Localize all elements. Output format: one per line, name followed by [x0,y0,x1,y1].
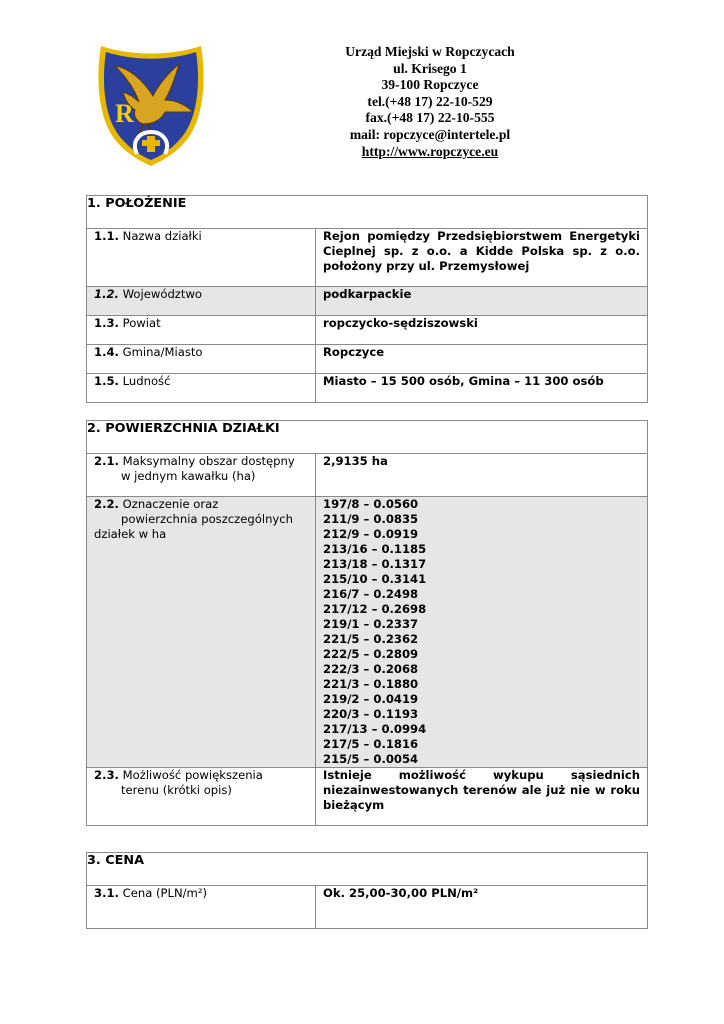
parcel-item: 217/12 – 0.2698 [323,602,427,616]
street-address: ul. Krisego 1 [393,60,467,76]
parcel-item: 217/5 – 0.1816 [323,737,419,751]
row-label-cont: powierzchnia poszczególnych [121,512,293,526]
section-price-table [86,852,648,929]
parcel-item: 213/18 – 0.1317 [323,557,427,571]
fax: fax.(+48 17) 22-10-555 [365,110,495,126]
row-value: podkarpackie [316,287,648,316]
table-row: 2.1. Maksymalny obszar dostępny w jednym kawałku (ha) 2,9135 ha [87,454,648,497]
table-row: 1.5. Ludność Miasto – 15 500 osób, Gmina – 11 300 osób [87,374,648,403]
row-label-cont: terenu (krótki opis) [121,783,232,797]
row-label: Województwo [122,287,203,301]
table-row: 2.3. Możliwość powiększenia terenu (krótki opis) Istnieje możliwość wykupu sąsiednich niezainwestowanych terenów ale już nie w roku bieżącym [87,768,648,826]
table-row: 1.3. Powiat ropczycko-sędziszowski [87,316,648,345]
row-label: Możliwość powiększenia [122,768,263,782]
section-title: 3. CENA [87,853,648,886]
parcel-item: 215/5 – 0.0054 [323,752,419,766]
parcel-item: 219/2 – 0.0419 [323,692,419,706]
parcel-item: 211/9 – 0.0835 [323,512,419,526]
email: mail: ropczyce@intertele.pl [349,126,511,142]
row-label: Oznaczenie oraz [122,497,219,511]
row-label-cont: w jednym kawałku (ha) [121,469,256,483]
row-value: Istnieje możliwość wykupu sąsiednich niezainwestowanych terenów ale już nie w roku bieżącym [316,768,648,826]
town-crest-logo [95,42,207,168]
parcel-item: 217/13 – 0.0994 [323,722,427,736]
row-label: Cena (PLN/m²) [122,886,208,900]
section-location-table [86,195,648,403]
section-area-table [86,420,648,826]
postal-city: 39-100 Ropczyce [381,77,479,93]
parcel-list [316,497,648,768]
parcel-item: 212/9 – 0.0919 [323,527,419,541]
parcel-item: 216/7 – 0.2498 [323,587,419,601]
row-value: Ok. 25,00-30,00 PLN/m² [316,886,648,929]
row-value: Ropczyce [316,345,648,374]
row-label: Maksymalny obszar dostępny [122,454,295,468]
table-row: 1.1. Nazwa działki Rejon pomiędzy Przedsiębiorstwem Energetyki Cieplnej sp. z o.o. a Kidde Polska sp. z o.o. położony przy ul. Przemysłowej [87,229,648,287]
parcel-item: 222/3 – 0.2068 [323,662,419,676]
parcel-item: 219/1 – 0.2337 [323,617,419,631]
row-label: Ludność [122,374,171,388]
parcel-item: 213/16 – 0.1185 [323,542,427,556]
table-row: 3.1. Cena (PLN/m²) Ok. 25,00-30,00 PLN/m² [87,886,648,929]
parcel-item: 197/8 – 0.0560 [323,497,419,511]
website-link[interactable]: http://www.ropczyce.eu [361,143,499,159]
office-address-header [318,44,542,160]
row-label: Powiat [122,316,161,330]
row-value: ropczycko-sędziszowski [316,316,648,345]
table-row: 1.2. Województwo podkarpackie [87,287,648,316]
crest-letter: R [115,99,134,128]
parcel-item: 215/10 – 0.3141 [323,572,427,586]
row-label: Gmina/Miasto [122,345,203,359]
section-title: 1. POŁOŻENIE [87,196,648,229]
table-row: 2.2. Oznaczenie oraz powierzchnia poszczególnych działek w ha 197/8 – 0.0560 211/9 – 0.0835 212/9 – 0.0919 213/16 – 0.1185 213/18 – 0.1317 215/10 – 0.3141 216/7 – 0.2498 217/12 – 0.2698 219/1 – 0.2337 221/5 – 0.2362 222/5 – 0.2809 222/3 – 0.2068 221/3 – 0.1880 219/2 – 0.0419 220/3 – 0.1193 217/13 – 0.0994 217/5 – 0.1816 215/5 – 0.0054 [87,497,648,768]
row-label: Nazwa działki [122,229,202,243]
parcel-item: 221/3 – 0.1880 [323,677,419,691]
row-value: Miasto – 15 500 osób, Gmina – 11 300 osób [316,374,648,403]
phone: tel.(+48 17) 22-10-529 [367,93,493,109]
parcel-item: 222/5 – 0.2809 [323,647,419,661]
row-label-cont: działek w ha [94,527,167,541]
parcel-item: 221/5 – 0.2362 [323,632,419,646]
office-name: Urząd Miejski w Ropczycach [345,44,515,59]
row-value: Rejon pomiędzy Przedsiębiorstwem Energetyki Cieplnej sp. z o.o. a Kidde Polska sp. z o.o. położony przy ul. Przemysłowej [316,229,648,287]
section-title: 2. POWIERZCHNIA DZIAŁKI [87,421,648,454]
parcel-item: 220/3 – 0.1193 [323,707,419,721]
row-value: 2,9135 ha [316,454,648,497]
table-row: 1.4. Gmina/Miasto Ropczyce [87,345,648,374]
